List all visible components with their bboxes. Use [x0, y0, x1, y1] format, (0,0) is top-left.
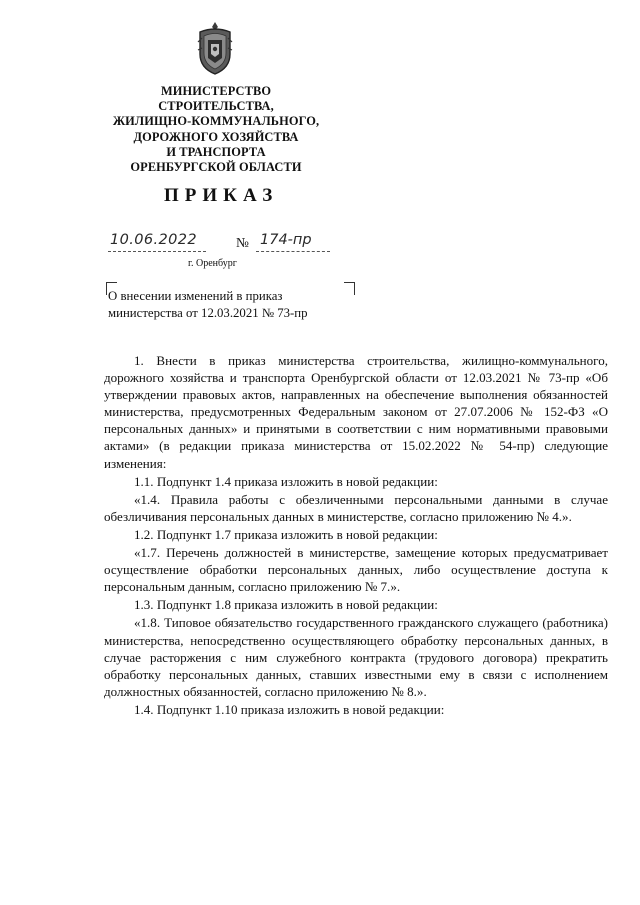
- order-body: [104, 352, 608, 718]
- date-underline: [108, 251, 206, 252]
- paragraph-quote-1-7: «1.7. Перечень должностей в министерстве, замещение которых предусматривает осуществление обработки персональных данных, либо осуществление доступа к персональным данным, согласно приложению № 7.».: [104, 545, 608, 595]
- ministry-line: ЖИЛИЩНО-КОММУНАЛЬНОГО,: [112, 114, 320, 129]
- number-sign: №: [236, 235, 249, 250]
- coat-of-arms-emblem: [194, 20, 236, 76]
- city: г. Оренбург: [188, 258, 237, 269]
- ministry-name: [96, 84, 336, 175]
- ministry-line: СТРОИТЕЛЬСТВА,: [158, 99, 274, 114]
- number-underline: [256, 251, 330, 252]
- order-date-number: [108, 232, 330, 256]
- subject-line: министерства от 12.03.2021 № 73-пр: [108, 306, 308, 320]
- order-subject: [108, 288, 358, 322]
- paragraph-item-1-1: 1.1. Подпункт 1.4 приказа изложить в новой редакции:: [134, 473, 438, 489]
- paragraph-item-1-2: 1.2. Подпункт 1.7 приказа изложить в новой редакции:: [134, 526, 438, 542]
- ministry-line: МИНИСТЕРСТВО: [160, 84, 272, 98]
- order-date: 10.06.2022: [110, 232, 198, 248]
- subject-line: О внесении изменений в приказ: [108, 289, 283, 303]
- order-number: 174-пр: [260, 232, 312, 248]
- ministry-line: И ТРАНСПОРТА: [166, 144, 266, 159]
- paragraph-item-1: 1. Внести в приказ министерства строительства, жилищно-коммунального, дорожного хозяйства и транспорта Оренбургской области от 12.03.2021 № 73-пр «Об утверждении правовых актов, направленных на обеспечение выполнения обязанностей министерства, предусмотренных Федеральным законом от 27.07.2006 № 152-ФЗ «О персональных данных» и принятыми в соответствии с ним нормативными правовыми актами» (в редакции приказа министерства от 15.02.2022 № 54-пр) следующие изменения:: [104, 353, 608, 471]
- paragraph-item-1-3: 1.3. Подпункт 1.8 приказа изложить в новой редакции:: [134, 597, 438, 613]
- ministry-line: ОРЕНБУРГСКОЙ ОБЛАСТИ: [130, 160, 302, 175]
- paragraph-item-1-4: 1.4. Подпункт 1.10 приказа изложить в новой редакции:: [134, 701, 445, 717]
- paragraph-quote-1-8: «1.8. Типовое обязательство государственного гражданского служащего (работника) министерства, непосредственно осуществляющего обработку персональных данных, в случае расторжения с ним служебного контракта (трудового договора) прекратить обработку персональных данных, ставших известными ему в связи с исполнением должностных обязанностей, согласно приложению № 8.».: [104, 615, 608, 699]
- ministry-line: ДОРОЖНОГО ХОЗЯЙСТВА: [133, 129, 299, 144]
- paragraph-quote-1-4: «1.4. Правила работы с обезличенными персональными данными в случае обезличивания персональных данных в министерстве, согласно приложению № 4.».: [104, 491, 608, 524]
- order-title: ПРИКАЗ: [164, 185, 279, 206]
